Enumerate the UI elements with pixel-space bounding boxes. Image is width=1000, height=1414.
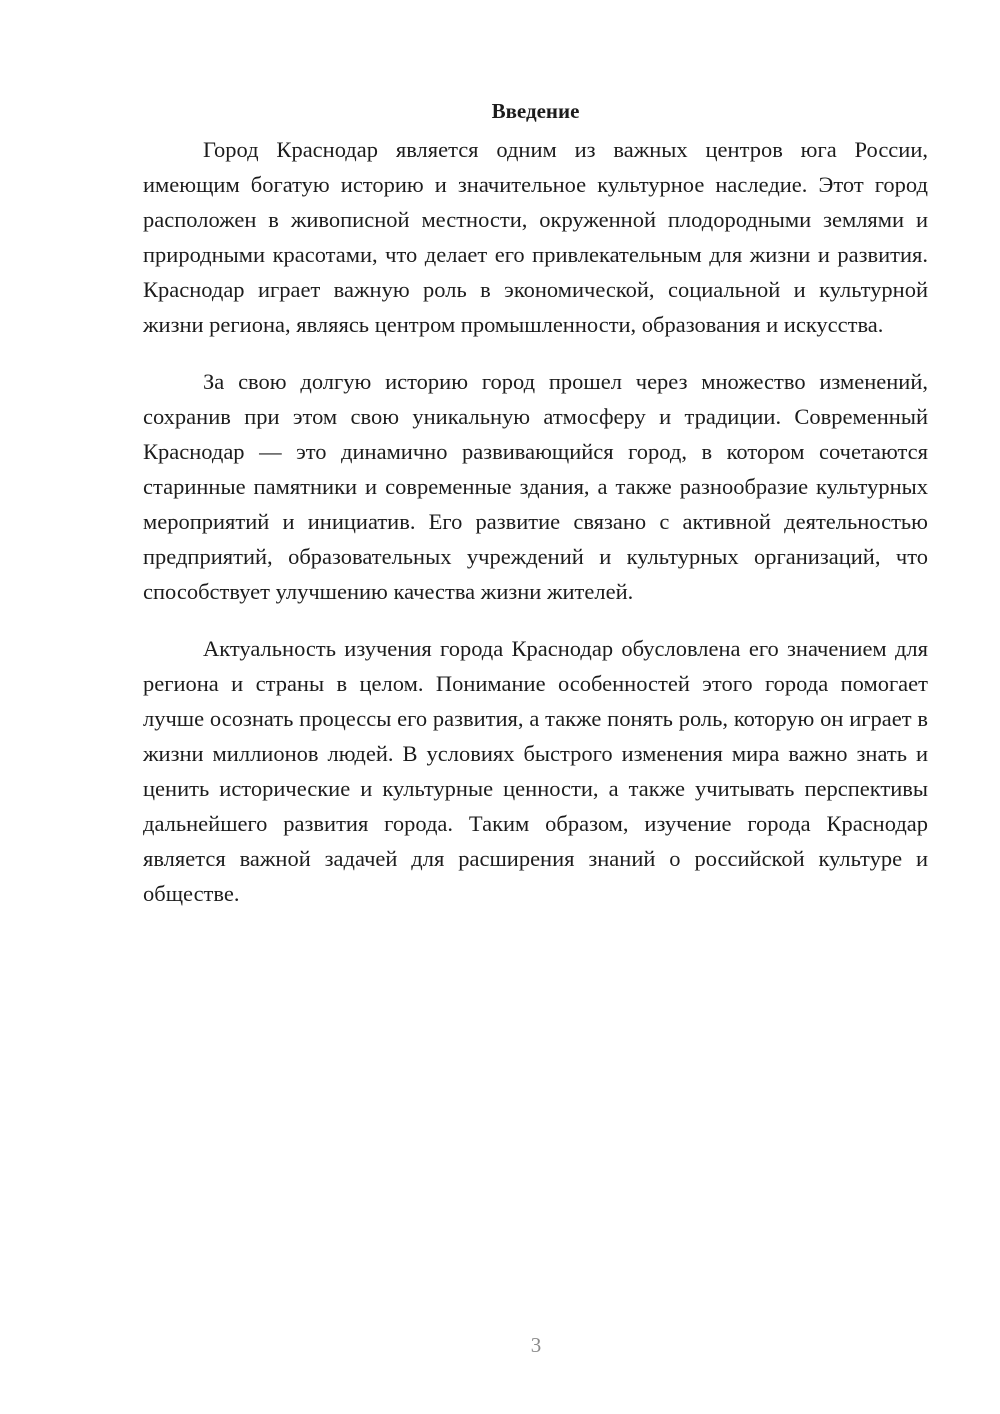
paragraph-1: Город Краснодар является одним из важных центров юга России, имеющим богатую историю и значительное культурное наследие. Этот город расположен в живописной местности, окруженной плодородными землями и природными красотами, что делает его привлекательным для жизни и развития. Краснодар играет важную роль в экономической, социальной и культурной жизни региона, являясь центром промышленности, образования и искусства. bbox=[143, 137, 928, 337]
section-heading: Введение bbox=[491, 99, 580, 123]
paragraph-2: За свою долгую историю город прошел через множество изменений, сохранив при этом свою уникальную атмосферу и традиции. Современный Краснодар — это динамично развивающийся город, в котором сочетаются старинные памятники и современные здания, а также разнообразие культурных мероприятий и инициатив. Его развитие связано с активной деятельностью предприятий, образовательных учреждений и культурных организаций, что способствует улучшению качества жизни жителей. bbox=[143, 369, 928, 604]
paragraph-3: Актуальность изучения города Краснодар обусловлена его значением для региона и страны в целом. Понимание особенностей этого города помогает лучше осознать процессы его развития, а также понять роль, которую он играет в жизни миллионов людей. В условиях быстрого изменения мира важно знать и ценить исторические и культурные ценности, а также учитывать перспективы дальнейшего развития города. Таким образом, изучение города Краснодар является важной задачей для расширения знаний о российской культуре и обществе. bbox=[143, 636, 928, 906]
page-number: 3 bbox=[530, 1333, 542, 1357]
page-content bbox=[143, 96, 928, 933]
